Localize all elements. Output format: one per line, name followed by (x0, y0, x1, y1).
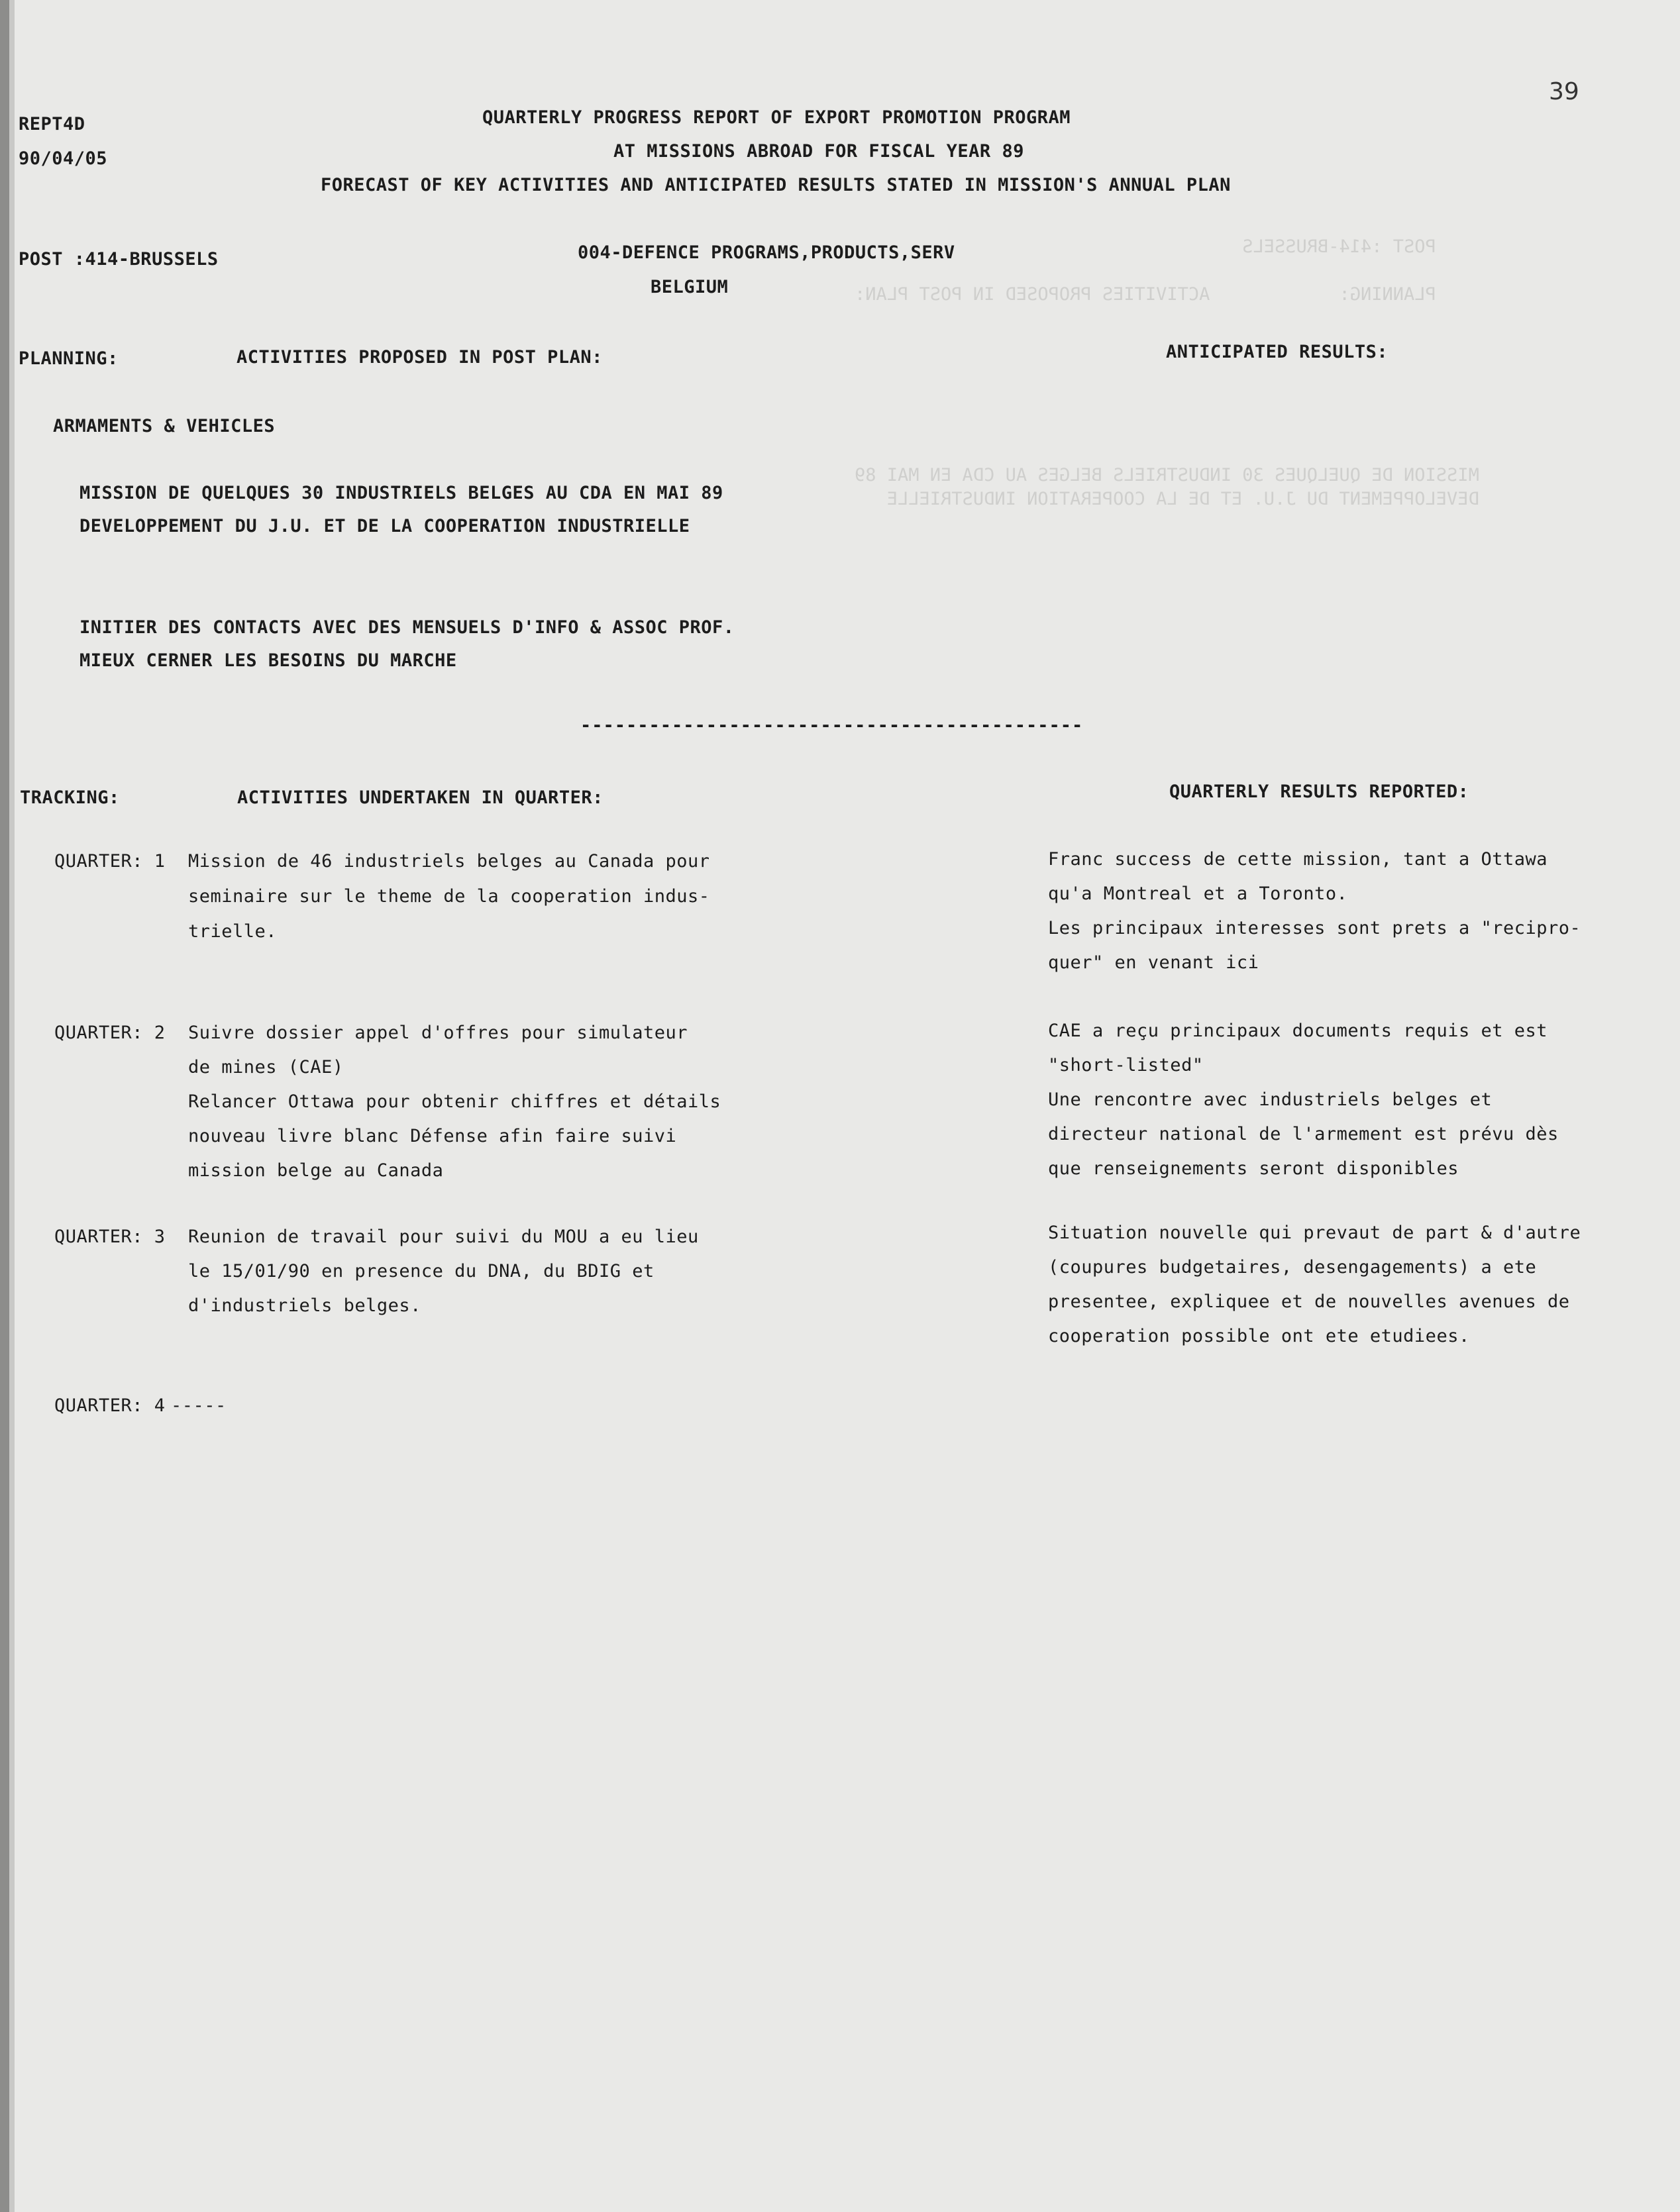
binding-edge (0, 0, 9, 2212)
quarter-label: QUARTER: 4 (54, 1395, 166, 1416)
quarter-result-line: "short-listed" (1048, 1055, 1204, 1076)
tracking-activities-heading: ACTIVITIES UNDERTAKEN IN QUARTER: (237, 787, 604, 808)
quarter-result-line: presentee, expliquee et de nouvelles avenues de (1048, 1291, 1570, 1312)
quarter-activity-line: nouveau livre blanc Défense afin faire suivi (188, 1126, 677, 1146)
quarter-result-line: Les principaux interesses sont prets a "recipro- (1048, 918, 1581, 938)
binding-shadow (9, 0, 15, 2212)
quarter-activity-line: trielle. (188, 921, 278, 942)
bleed-through-text: POST :414-BRUSSELS PLANNING: ACTIVITIES PROPOSED IN POST PLAN: (855, 236, 1436, 305)
quarter-result-line: directeur national de l'armement est prévu dès (1048, 1124, 1559, 1144)
report-title-line2: AT MISSIONS ABROAD FOR FISCAL YEAR 89 (613, 141, 1024, 162)
page-number: 39 (1549, 78, 1579, 105)
post-label: POST :414-BRUSSELS (19, 249, 219, 270)
quarter-result-line: que renseignements seront disponibles (1048, 1158, 1459, 1179)
anticipated-results-heading: ANTICIPATED RESULTS: (1166, 342, 1389, 362)
planned-activity: INITIER DES CONTACTS AVEC DES MENSUELS D'INFO & ASSOC PROF. (79, 617, 735, 638)
quarter-result-line: quer" en venant ici (1048, 952, 1259, 973)
subsector-heading: ARMAMENTS & VEHICLES (53, 416, 276, 436)
sector-label: 004-DEFENCE PROGRAMS,PRODUCTS,SERV (578, 242, 955, 263)
quarter-result-line: Une rencontre avec industriels belges et (1048, 1089, 1493, 1110)
planned-activity: DEVELOPPEMENT DU J.U. ET DE LA COOPERATION INDUSTRIELLE (79, 516, 690, 536)
quarter-activity-line: Mission de 46 industriels belges au Canada pour (188, 851, 710, 872)
quarterly-results-heading: QUARTERLY RESULTS REPORTED: (1169, 781, 1469, 802)
quarter-activity-line: Reunion de travail pour suivi du MOU a eu lieu (188, 1227, 699, 1247)
quarter-activity-line: le 15/01/90 en presence du DNA, du BDIG et (188, 1261, 655, 1282)
quarter-result-line: (coupures budgetaires, desengagements) a ete (1048, 1257, 1537, 1278)
country-label: BELGIUM (651, 277, 729, 297)
quarter-activity-line: d'industriels belges. (188, 1295, 421, 1316)
quarter-result-line: Franc success de cette mission, tant a Ottawa (1048, 849, 1548, 870)
quarter-label: QUARTER: 1 (54, 851, 166, 872)
quarter-activity-line: seminaire sur le theme de la cooperation indus- (188, 886, 710, 907)
quarter-activity-line: Suivre dossier appel d'offres pour simulateur (188, 1023, 688, 1043)
quarter-activity-line: Relancer Ottawa pour obtenir chiffres et détails (188, 1091, 721, 1112)
quarter-label: QUARTER: 2 (54, 1023, 166, 1043)
quarter-label: QUARTER: 3 (54, 1227, 166, 1247)
quarter-result-line: cooperation possible ont ete etudiees. (1048, 1326, 1470, 1346)
planning-activities-heading: ACTIVITIES PROPOSED IN POST PLAN: (236, 347, 603, 368)
report-id: REPT4D (19, 114, 85, 134)
planning-label: PLANNING: (19, 348, 119, 369)
quarter-activity-line: mission belge au Canada (188, 1160, 444, 1181)
report-title-line1: QUARTERLY PROGRESS REPORT OF EXPORT PROMOTION PROGRAM (482, 107, 1071, 128)
quarter-activity-line: de mines (CAE) (188, 1057, 344, 1078)
planned-activity: MISSION DE QUELQUES 30 INDUSTRIELS BELGES AU CDA EN MAI 89 (79, 483, 723, 503)
quarter-result-line: qu'a Montreal et a Toronto. (1048, 883, 1348, 904)
section-separator: -------------------------------------------- (580, 715, 1084, 736)
planned-activity: MIEUX CERNER LES BESOINS DU MARCHE (79, 650, 457, 671)
quarter-result-line: CAE a reçu principaux documents requis et est (1048, 1021, 1548, 1041)
tracking-label: TRACKING: (20, 787, 120, 808)
report-date: 90/04/05 (19, 148, 108, 169)
report-title-line3: FORECAST OF KEY ACTIVITIES AND ANTICIPATED RESULTS STATED IN MISSION'S ANNUAL PLAN (321, 175, 1231, 195)
bleed-through-text: MISSION DE QUELQUES 30 INDUSTRIELS BELGES AU CDA EN MAI 89 DEVELOPPEMENT DU J.U. ET DE LA COOPERATION INDUSTRIELLE (855, 465, 1479, 509)
quarter-activity-line: ----- (171, 1395, 227, 1416)
quarter-result-line: Situation nouvelle qui prevaut de part & d'autre (1048, 1223, 1581, 1243)
